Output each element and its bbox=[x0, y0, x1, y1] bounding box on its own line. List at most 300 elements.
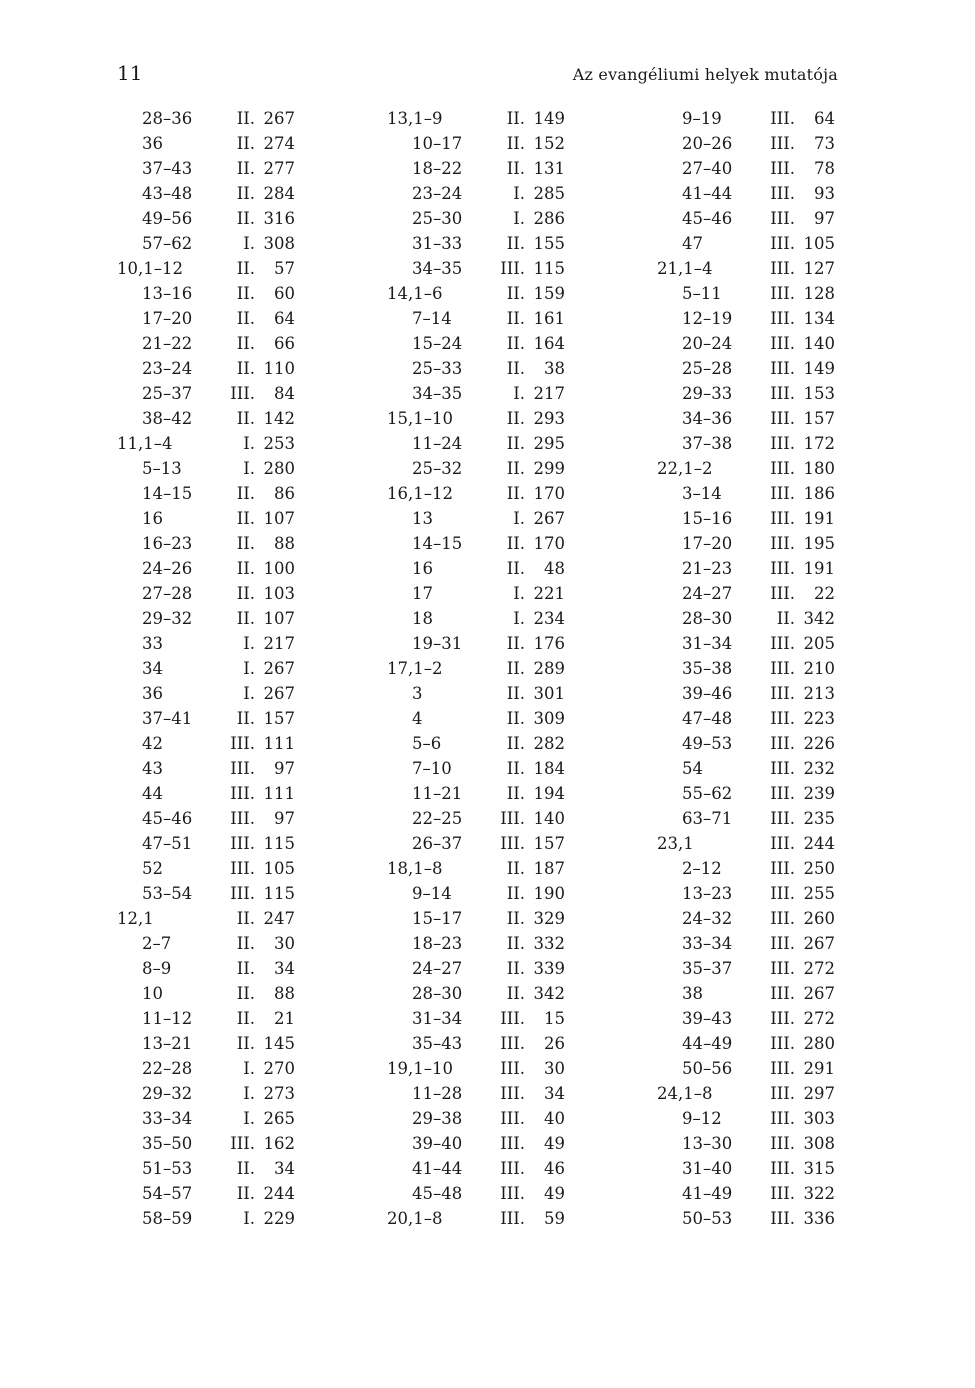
page-reference: 64 bbox=[274, 309, 295, 328]
page-reference: 267 bbox=[263, 109, 295, 128]
chapter-verse-reference: 14,1–6 bbox=[387, 284, 443, 303]
volume-number: I. bbox=[513, 184, 525, 203]
page-reference: 142 bbox=[263, 409, 295, 428]
volume-number: III. bbox=[770, 809, 795, 828]
index-entry bbox=[387, 981, 565, 1006]
index-entry bbox=[387, 131, 565, 156]
volume-number: III. bbox=[770, 1134, 795, 1153]
verse-reference: 31–33 bbox=[412, 234, 463, 253]
verse-reference: 37–41 bbox=[142, 709, 193, 728]
verse-reference: 36 bbox=[142, 134, 163, 153]
index-entry bbox=[657, 1056, 835, 1081]
page-reference: 250 bbox=[803, 859, 835, 878]
index-entry bbox=[117, 831, 295, 856]
volume-number: II. bbox=[236, 184, 255, 203]
verse-reference: 25–28 bbox=[682, 359, 733, 378]
chapter-verse-reference: 12,1 bbox=[117, 909, 154, 928]
verse-reference: 17–20 bbox=[682, 534, 733, 553]
verse-reference: 35–38 bbox=[682, 659, 733, 678]
index-entry bbox=[657, 906, 835, 931]
page-reference: 111 bbox=[263, 784, 295, 803]
page-reference: 272 bbox=[803, 1009, 835, 1028]
index-entry bbox=[387, 306, 565, 331]
volume-number: II. bbox=[506, 984, 525, 1003]
volume-number: III. bbox=[770, 884, 795, 903]
verse-reference: 39–46 bbox=[682, 684, 733, 703]
verse-reference: 44 bbox=[142, 784, 163, 803]
volume-number: III. bbox=[770, 1109, 795, 1128]
index-entry bbox=[387, 731, 565, 756]
volume-number: III. bbox=[770, 834, 795, 853]
page-reference: 49 bbox=[544, 1184, 565, 1203]
index-entry bbox=[657, 506, 835, 531]
chapter-verse-reference: 10,1–12 bbox=[117, 259, 183, 278]
volume-number: II. bbox=[506, 934, 525, 953]
verse-reference: 39–43 bbox=[682, 1009, 733, 1028]
index-entry bbox=[387, 1106, 565, 1131]
verse-reference: 21–23 bbox=[682, 559, 733, 578]
volume-number: II. bbox=[506, 759, 525, 778]
volume-number: II. bbox=[506, 959, 525, 978]
index-entry bbox=[117, 581, 295, 606]
verse-reference: 45–46 bbox=[142, 809, 193, 828]
page-reference: 64 bbox=[814, 109, 835, 128]
volume-number: II. bbox=[236, 109, 255, 128]
index-entry bbox=[387, 556, 565, 581]
chapter-verse-reference: 21,1–4 bbox=[657, 259, 713, 278]
page-reference: 115 bbox=[263, 834, 295, 853]
verse-reference: 38 bbox=[682, 984, 703, 1003]
index-entry bbox=[387, 831, 565, 856]
verse-reference: 41–44 bbox=[412, 1159, 463, 1178]
volume-number: III. bbox=[500, 1134, 525, 1153]
volume-number: II. bbox=[236, 1009, 255, 1028]
index-entry bbox=[117, 806, 295, 831]
verse-reference: 24–32 bbox=[682, 909, 733, 928]
page-reference: 30 bbox=[544, 1059, 565, 1078]
index-entry bbox=[117, 1056, 295, 1081]
index-entry bbox=[657, 331, 835, 356]
verse-reference: 23–24 bbox=[142, 359, 193, 378]
index-entry bbox=[117, 1156, 295, 1181]
index-entry bbox=[387, 206, 565, 231]
volume-number: II. bbox=[506, 334, 525, 353]
index-entry bbox=[657, 1181, 835, 1206]
index-entry bbox=[387, 931, 565, 956]
index-entry bbox=[387, 431, 565, 456]
verse-reference: 24–27 bbox=[412, 959, 463, 978]
page-reference: 164 bbox=[533, 334, 565, 353]
page-reference: 229 bbox=[263, 1209, 295, 1228]
index-entry bbox=[117, 356, 295, 381]
running-title: Az evangéliumi helyek mutatója bbox=[572, 65, 838, 84]
page-reference: 93 bbox=[814, 184, 835, 203]
verse-reference: 15–16 bbox=[682, 509, 733, 528]
verse-reference: 31–34 bbox=[682, 634, 733, 653]
verse-reference: 16–23 bbox=[142, 534, 193, 553]
index-entry bbox=[657, 1106, 835, 1131]
index-entry bbox=[117, 381, 295, 406]
page-reference: 152 bbox=[533, 134, 565, 153]
verse-reference: 49–53 bbox=[682, 734, 733, 753]
index-entry bbox=[657, 356, 835, 381]
index-entry bbox=[117, 756, 295, 781]
page-reference: 153 bbox=[803, 384, 835, 403]
page-reference: 103 bbox=[263, 584, 295, 603]
verse-reference: 9–12 bbox=[682, 1109, 722, 1128]
verse-reference: 13 bbox=[412, 509, 433, 528]
page-reference: 217 bbox=[533, 384, 565, 403]
verse-reference: 34 bbox=[142, 659, 163, 678]
page-reference: 303 bbox=[803, 1109, 835, 1128]
verse-reference: 7–14 bbox=[412, 309, 452, 328]
index-entry bbox=[657, 1156, 835, 1181]
page-reference: 232 bbox=[803, 759, 835, 778]
chapter-verse-reference: 17,1–2 bbox=[387, 659, 443, 678]
chapter-verse-reference: 23,1 bbox=[657, 834, 694, 853]
volume-number: III. bbox=[770, 759, 795, 778]
volume-number: III. bbox=[770, 1209, 795, 1228]
index-entry bbox=[657, 1006, 835, 1031]
index-entry bbox=[117, 206, 295, 231]
index-entry bbox=[387, 606, 565, 631]
volume-number: III. bbox=[500, 1209, 525, 1228]
verse-reference: 3 bbox=[412, 684, 423, 703]
verse-reference: 35–43 bbox=[412, 1034, 463, 1053]
volume-number: II. bbox=[236, 334, 255, 353]
verse-reference: 22–25 bbox=[412, 809, 463, 828]
volume-number: III. bbox=[770, 334, 795, 353]
index-entry bbox=[117, 106, 295, 131]
page-reference: 217 bbox=[263, 634, 295, 653]
page-reference: 309 bbox=[533, 709, 565, 728]
page-reference: 49 bbox=[544, 1134, 565, 1153]
page-reference: 226 bbox=[803, 734, 835, 753]
page-reference: 38 bbox=[544, 359, 565, 378]
volume-number: II. bbox=[506, 234, 525, 253]
index-entry bbox=[387, 231, 565, 256]
verse-reference: 38–42 bbox=[142, 409, 193, 428]
verse-reference: 50–56 bbox=[682, 1059, 733, 1078]
page-reference: 191 bbox=[803, 509, 835, 528]
page-reference: 191 bbox=[803, 559, 835, 578]
verse-reference: 25–33 bbox=[412, 359, 463, 378]
verse-reference: 57–62 bbox=[142, 234, 193, 253]
page-reference: 267 bbox=[263, 659, 295, 678]
volume-number: III. bbox=[770, 634, 795, 653]
verse-reference: 43–48 bbox=[142, 184, 193, 203]
page-number: 11 bbox=[117, 61, 143, 85]
page-reference: 291 bbox=[803, 1059, 835, 1078]
verse-reference: 23–24 bbox=[412, 184, 463, 203]
page-reference: 308 bbox=[263, 234, 295, 253]
volume-number: III. bbox=[770, 484, 795, 503]
page-reference: 301 bbox=[533, 684, 565, 703]
index-entry bbox=[657, 431, 835, 456]
verse-reference: 34–35 bbox=[412, 384, 463, 403]
index-entry bbox=[117, 281, 295, 306]
page-reference: 34 bbox=[274, 1159, 295, 1178]
volume-number: II. bbox=[236, 709, 255, 728]
verse-reference: 2–7 bbox=[142, 934, 172, 953]
page-reference: 172 bbox=[803, 434, 835, 453]
page-reference: 270 bbox=[263, 1059, 295, 1078]
volume-number: II. bbox=[236, 609, 255, 628]
index-entry bbox=[387, 581, 565, 606]
index-entry bbox=[117, 331, 295, 356]
index-entry bbox=[657, 781, 835, 806]
volume-number: III. bbox=[770, 234, 795, 253]
verse-reference: 9–14 bbox=[412, 884, 452, 903]
index-entry bbox=[657, 481, 835, 506]
volume-number: III. bbox=[500, 1084, 525, 1103]
verse-reference: 41–49 bbox=[682, 1184, 733, 1203]
page-reference: 157 bbox=[533, 834, 565, 853]
page-reference: 107 bbox=[263, 509, 295, 528]
index-entry bbox=[117, 456, 295, 481]
verse-reference: 39–40 bbox=[412, 1134, 463, 1153]
verse-reference: 18–23 bbox=[412, 934, 463, 953]
index-entry bbox=[117, 556, 295, 581]
verse-reference: 22–28 bbox=[142, 1059, 193, 1078]
volume-number: II. bbox=[236, 484, 255, 503]
page-reference: 205 bbox=[803, 634, 835, 653]
volume-number: III. bbox=[500, 1184, 525, 1203]
page-reference: 273 bbox=[263, 1084, 295, 1103]
page-reference: 48 bbox=[544, 559, 565, 578]
chapter-verse-reference: 13,1–9 bbox=[387, 109, 443, 128]
page-reference: 145 bbox=[263, 1034, 295, 1053]
index-column-1 bbox=[117, 106, 295, 1231]
index-entry bbox=[657, 281, 835, 306]
index-entry bbox=[657, 831, 835, 856]
page-reference: 267 bbox=[533, 509, 565, 528]
volume-number: II. bbox=[506, 884, 525, 903]
page-reference: 157 bbox=[803, 409, 835, 428]
page-reference: 97 bbox=[274, 809, 295, 828]
volume-number: II. bbox=[236, 984, 255, 1003]
index-entry bbox=[387, 481, 565, 506]
page-reference: 105 bbox=[263, 859, 295, 878]
page-reference: 297 bbox=[803, 1084, 835, 1103]
index-entry bbox=[387, 1131, 565, 1156]
verse-reference: 13–21 bbox=[142, 1034, 193, 1053]
verse-reference: 33 bbox=[142, 634, 163, 653]
page-reference: 299 bbox=[533, 459, 565, 478]
volume-number: II. bbox=[236, 534, 255, 553]
verse-reference: 45–46 bbox=[682, 209, 733, 228]
verse-reference: 9–19 bbox=[682, 109, 722, 128]
verse-reference: 13–30 bbox=[682, 1134, 733, 1153]
volume-number: I. bbox=[243, 1059, 255, 1078]
index-entry bbox=[387, 106, 565, 131]
volume-number: III. bbox=[500, 1109, 525, 1128]
verse-reference: 16 bbox=[412, 559, 433, 578]
index-entry bbox=[387, 1056, 565, 1081]
index-entry bbox=[387, 1181, 565, 1206]
index-entry bbox=[117, 1181, 295, 1206]
volume-number: III. bbox=[500, 1159, 525, 1178]
page-reference: 194 bbox=[533, 784, 565, 803]
index-entry bbox=[117, 256, 295, 281]
page-reference: 176 bbox=[533, 634, 565, 653]
volume-number: III. bbox=[770, 459, 795, 478]
volume-number: II. bbox=[506, 409, 525, 428]
page-reference: 21 bbox=[274, 1009, 295, 1028]
volume-number: III. bbox=[770, 1009, 795, 1028]
verse-reference: 16 bbox=[142, 509, 163, 528]
volume-number: III. bbox=[770, 359, 795, 378]
index-entry bbox=[117, 131, 295, 156]
volume-number: II. bbox=[506, 359, 525, 378]
page-reference: 131 bbox=[533, 159, 565, 178]
page-reference: 332 bbox=[533, 934, 565, 953]
volume-number: I. bbox=[243, 1109, 255, 1128]
page-reference: 66 bbox=[274, 334, 295, 353]
volume-number: III. bbox=[770, 134, 795, 153]
index-entry bbox=[117, 531, 295, 556]
page-reference: 30 bbox=[274, 934, 295, 953]
index-entry bbox=[657, 681, 835, 706]
verse-reference: 52 bbox=[142, 859, 163, 878]
verse-reference: 15–24 bbox=[412, 334, 463, 353]
chapter-verse-reference: 18,1–8 bbox=[387, 859, 443, 878]
verse-reference: 31–34 bbox=[412, 1009, 463, 1028]
page-reference: 308 bbox=[803, 1134, 835, 1153]
page-reference: 170 bbox=[533, 484, 565, 503]
verse-reference: 14–15 bbox=[412, 534, 463, 553]
page-reference: 157 bbox=[263, 709, 295, 728]
verse-reference: 17–20 bbox=[142, 309, 193, 328]
volume-number: II. bbox=[236, 159, 255, 178]
volume-number: III. bbox=[500, 259, 525, 278]
volume-number: I. bbox=[243, 234, 255, 253]
page-reference: 15 bbox=[544, 1009, 565, 1028]
page-reference: 187 bbox=[533, 859, 565, 878]
page-reference: 73 bbox=[814, 134, 835, 153]
volume-number: III. bbox=[770, 259, 795, 278]
index-entry bbox=[117, 656, 295, 681]
volume-number: II. bbox=[236, 309, 255, 328]
page-reference: 97 bbox=[814, 209, 835, 228]
page-reference: 289 bbox=[533, 659, 565, 678]
verse-reference: 27–40 bbox=[682, 159, 733, 178]
volume-number: III. bbox=[770, 559, 795, 578]
index-entry bbox=[387, 281, 565, 306]
page-reference: 128 bbox=[803, 284, 835, 303]
volume-number: III. bbox=[770, 734, 795, 753]
index-entry bbox=[657, 556, 835, 581]
index-entry bbox=[117, 856, 295, 881]
verse-reference: 54 bbox=[682, 759, 703, 778]
index-entry bbox=[657, 731, 835, 756]
page-reference: 339 bbox=[533, 959, 565, 978]
volume-number: III. bbox=[770, 684, 795, 703]
index-column-3 bbox=[657, 106, 835, 1231]
page-reference: 221 bbox=[533, 584, 565, 603]
verse-reference: 47–51 bbox=[142, 834, 193, 853]
volume-number: II. bbox=[506, 734, 525, 753]
volume-number: III. bbox=[770, 784, 795, 803]
page-reference: 239 bbox=[803, 784, 835, 803]
page-reference: 213 bbox=[803, 684, 835, 703]
page-reference: 267 bbox=[803, 934, 835, 953]
volume-number: II. bbox=[506, 709, 525, 728]
index-entry bbox=[657, 106, 835, 131]
chapter-verse-reference: 24,1–8 bbox=[657, 1084, 713, 1103]
page-reference: 280 bbox=[263, 459, 295, 478]
volume-number: II. bbox=[236, 409, 255, 428]
index-entry bbox=[117, 606, 295, 631]
verse-reference: 20–26 bbox=[682, 134, 733, 153]
page-reference: 210 bbox=[803, 659, 835, 678]
volume-number: II. bbox=[506, 659, 525, 678]
page-reference: 322 bbox=[803, 1184, 835, 1203]
page-reference: 277 bbox=[263, 159, 295, 178]
verse-reference: 11–24 bbox=[412, 434, 463, 453]
volume-number: II. bbox=[236, 959, 255, 978]
verse-reference: 53–54 bbox=[142, 884, 193, 903]
chapter-verse-reference: 15,1–10 bbox=[387, 409, 453, 428]
verse-reference: 43 bbox=[142, 759, 163, 778]
index-entry bbox=[387, 456, 565, 481]
volume-number: II. bbox=[506, 859, 525, 878]
index-entry bbox=[657, 931, 835, 956]
verse-reference: 13–23 bbox=[682, 884, 733, 903]
index-entry bbox=[657, 1131, 835, 1156]
volume-number: II. bbox=[506, 784, 525, 803]
verse-reference: 49–56 bbox=[142, 209, 193, 228]
chapter-verse-reference: 20,1–8 bbox=[387, 1209, 443, 1228]
verse-reference: 3–14 bbox=[682, 484, 722, 503]
page-reference: 40 bbox=[544, 1109, 565, 1128]
page-reference: 247 bbox=[263, 909, 295, 928]
page-reference: 140 bbox=[803, 334, 835, 353]
verse-reference: 7–10 bbox=[412, 759, 452, 778]
volume-number: III. bbox=[770, 209, 795, 228]
index-entry bbox=[117, 1106, 295, 1131]
volume-number: I. bbox=[513, 509, 525, 528]
verse-reference: 8–9 bbox=[142, 959, 172, 978]
index-entry bbox=[387, 856, 565, 881]
volume-number: III. bbox=[500, 809, 525, 828]
page-reference: 186 bbox=[803, 484, 835, 503]
index-entry bbox=[657, 1081, 835, 1106]
volume-number: III. bbox=[770, 284, 795, 303]
volume-number: III. bbox=[230, 734, 255, 753]
volume-number: III. bbox=[770, 409, 795, 428]
verse-reference: 45–48 bbox=[412, 1184, 463, 1203]
verse-reference: 41–44 bbox=[682, 184, 733, 203]
page-reference: 84 bbox=[274, 384, 295, 403]
index-entry bbox=[117, 306, 295, 331]
index-entry bbox=[387, 881, 565, 906]
page-reference: 78 bbox=[814, 159, 835, 178]
volume-number: II. bbox=[506, 159, 525, 178]
page-reference: 86 bbox=[274, 484, 295, 503]
volume-number: III. bbox=[230, 759, 255, 778]
page-reference: 57 bbox=[274, 259, 295, 278]
volume-number: II. bbox=[776, 609, 795, 628]
index-entry bbox=[117, 956, 295, 981]
volume-number: II. bbox=[506, 434, 525, 453]
volume-number: III. bbox=[770, 534, 795, 553]
verse-reference: 35–37 bbox=[682, 959, 733, 978]
volume-number: III. bbox=[770, 934, 795, 953]
index-entry bbox=[387, 781, 565, 806]
verse-reference: 28–30 bbox=[682, 609, 733, 628]
volume-number: III. bbox=[770, 1084, 795, 1103]
